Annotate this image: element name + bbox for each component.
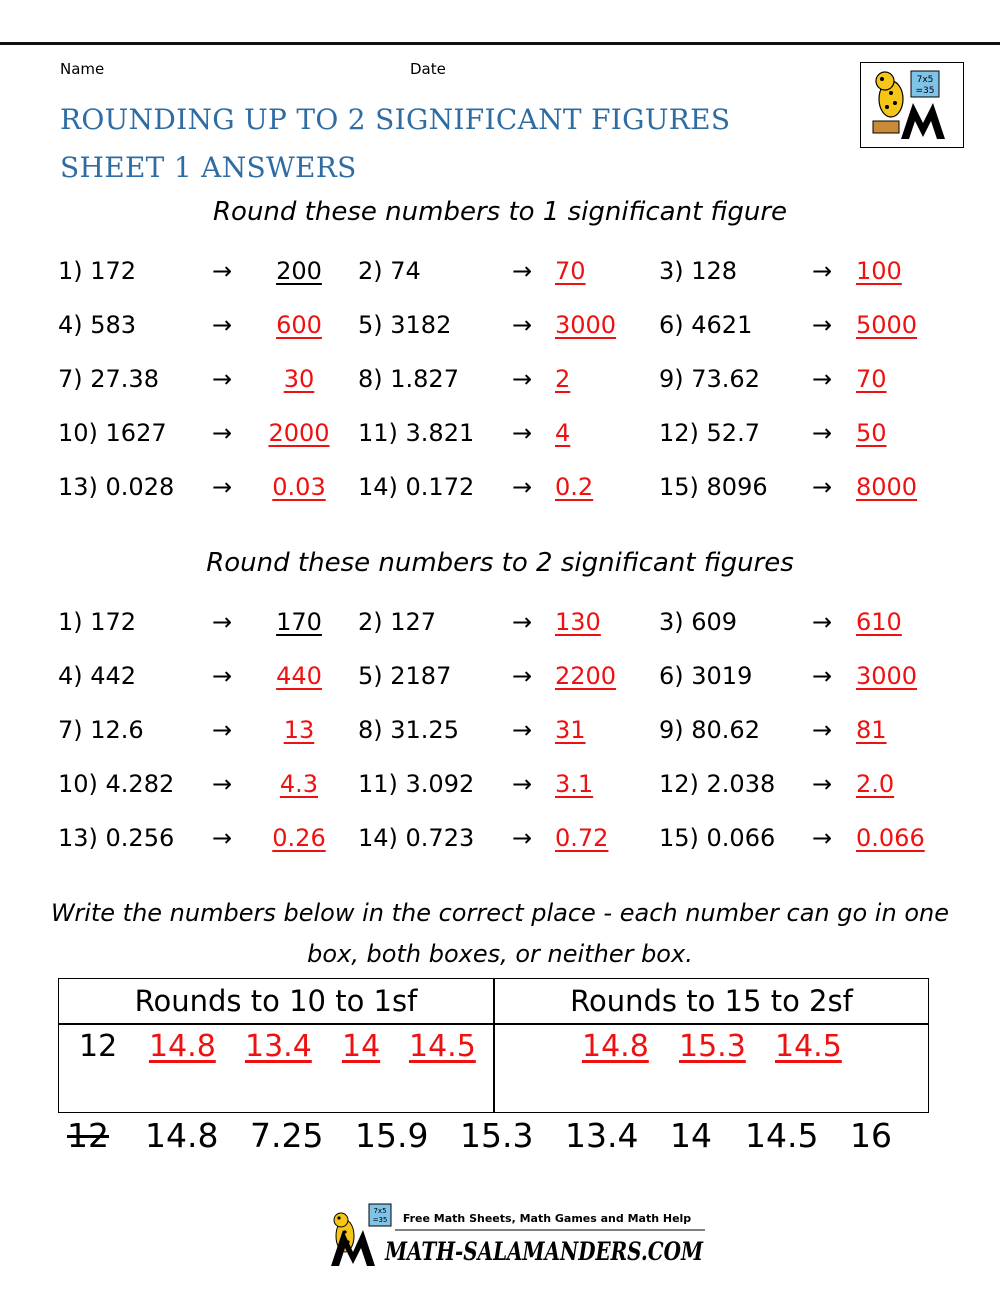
- footer-logo: [325, 1200, 715, 1270]
- answer-text: 8000: [856, 473, 918, 501]
- question-text: 12) 52.7: [659, 419, 760, 447]
- question-row: [0, 311, 1000, 351]
- right-arrow-icon: →: [212, 419, 233, 447]
- box-number: 14.8: [582, 1029, 649, 1064]
- pool-number: 16: [850, 1116, 892, 1155]
- question-row: [0, 716, 1000, 756]
- sorting-instruction-line2: box, both boxes, or neither box.: [307, 940, 693, 968]
- right-arrow-icon: →: [812, 419, 833, 447]
- answer-text: 170: [276, 608, 322, 636]
- question-text: 4) 442: [58, 662, 137, 690]
- footer-tagline: Free Math Sheets, Math Games and Math Help: [402, 1212, 692, 1225]
- box-left-title: Rounds to 10 to 1sf: [134, 984, 418, 1018]
- question-text: 7) 27.38: [58, 365, 159, 393]
- answer-text: 70: [856, 365, 887, 393]
- pool-number: 15.9: [355, 1116, 429, 1155]
- answer-text: 0.03: [272, 473, 326, 501]
- pool-number: 14: [670, 1116, 712, 1155]
- question-row: [0, 824, 1000, 864]
- box-number: 14.5: [409, 1029, 476, 1064]
- question-row: [0, 365, 1000, 405]
- right-arrow-icon: →: [812, 311, 833, 339]
- box-right-title: Rounds to 15 to 2sf: [570, 984, 853, 1018]
- question-row: [0, 257, 1000, 297]
- question-text: 2) 74: [358, 257, 421, 285]
- question-row: [0, 608, 1000, 648]
- instruction-1sf: Round these numbers to 1 significant figure: [212, 197, 788, 227]
- answer-text: 4.3: [279, 770, 319, 798]
- answer-text: 100: [856, 257, 902, 285]
- right-arrow-icon: →: [212, 770, 233, 798]
- question-text: 5) 2187: [358, 662, 452, 690]
- question-text: 8) 31.25: [358, 716, 459, 744]
- top-rule: [0, 42, 1000, 45]
- question-text: 15) 8096: [659, 473, 768, 501]
- question-text: 10) 4.282: [58, 770, 175, 798]
- sorting-instruction: [30, 893, 970, 975]
- footer-brand: MATH-SALAMANDERS.COM: [384, 1237, 705, 1266]
- pool-number: 15.3: [460, 1116, 534, 1155]
- right-arrow-icon: →: [212, 311, 233, 339]
- answer-text: 2: [555, 365, 571, 393]
- question-text: 3) 609: [659, 608, 738, 636]
- right-arrow-icon: →: [212, 257, 233, 285]
- pool-number: 13.4: [565, 1116, 639, 1155]
- question-row: [0, 770, 1000, 810]
- answer-text: 3000: [555, 311, 617, 339]
- question-text: 10) 1627: [58, 419, 167, 447]
- answer-text: 0.2: [555, 473, 594, 501]
- right-arrow-icon: →: [512, 662, 533, 690]
- right-arrow-icon: →: [812, 662, 833, 690]
- footer-logo-text-top: 7x5: [373, 1207, 387, 1215]
- question-text: 5) 3182: [358, 311, 452, 339]
- right-arrow-icon: →: [512, 419, 533, 447]
- answer-text: 2000: [268, 419, 330, 447]
- question-text: 6) 4621: [659, 311, 753, 339]
- box-number: 15.3: [679, 1029, 746, 1064]
- question-text: 13) 0.256: [58, 824, 175, 852]
- page-title: ROUNDING UP TO 2 SIGNIFICANT FIGURES: [60, 103, 731, 136]
- right-arrow-icon: →: [512, 824, 533, 852]
- answer-text: 3.1: [555, 770, 594, 798]
- question-text: 2) 127: [358, 608, 437, 636]
- right-arrow-icon: →: [212, 824, 233, 852]
- right-arrow-icon: →: [512, 608, 533, 636]
- question-text: 13) 0.028: [58, 473, 175, 501]
- name-label: Name: [60, 60, 105, 78]
- answer-text: 70: [555, 257, 586, 285]
- footer-logo-text-bottom: =35: [372, 1216, 388, 1224]
- right-arrow-icon: →: [212, 608, 233, 636]
- question-text: 7) 12.6: [58, 716, 144, 744]
- answer-text: 2200: [555, 662, 617, 690]
- box-number: 12: [79, 1029, 118, 1064]
- answer-text: 2.0: [856, 770, 895, 798]
- answer-text: 200: [276, 257, 322, 285]
- right-arrow-icon: →: [812, 257, 833, 285]
- question-row: [0, 662, 1000, 702]
- table-divider-vertical: [493, 979, 495, 1112]
- question-text: 11) 3.092: [358, 770, 475, 798]
- right-arrow-icon: →: [812, 770, 833, 798]
- right-arrow-icon: →: [212, 662, 233, 690]
- pool-number: 7.25: [250, 1116, 324, 1155]
- right-arrow-icon: →: [812, 716, 833, 744]
- pool-number: 14.5: [745, 1116, 819, 1155]
- question-text: 12) 2.038: [659, 770, 776, 798]
- question-text: 1) 172: [58, 608, 137, 636]
- answer-text: 13: [283, 716, 315, 744]
- answer-text: 30: [283, 365, 315, 393]
- sorting-instruction-line1: Write the numbers below in the correct place - each number can go in one: [51, 899, 949, 927]
- answer-text: 130: [555, 608, 601, 636]
- answer-text: 5000: [856, 311, 918, 339]
- answer-text: 600: [276, 311, 322, 339]
- right-arrow-icon: →: [512, 473, 533, 501]
- question-text: 14) 0.172: [358, 473, 475, 501]
- right-arrow-icon: →: [512, 365, 533, 393]
- right-arrow-icon: →: [512, 311, 533, 339]
- salamander-logo-icon: [861, 63, 963, 147]
- right-arrow-icon: →: [812, 365, 833, 393]
- question-text: 14) 0.723: [358, 824, 475, 852]
- right-arrow-icon: →: [812, 608, 833, 636]
- right-arrow-icon: →: [212, 716, 233, 744]
- question-text: 4) 583: [58, 311, 137, 339]
- box-number: 14.5: [775, 1029, 842, 1064]
- sorting-table: [58, 978, 929, 1113]
- question-text: 3) 128: [659, 257, 738, 285]
- box-number: 14.8: [149, 1029, 216, 1064]
- question-text: 11) 3.821: [358, 419, 475, 447]
- answer-text: 4: [555, 419, 571, 447]
- answer-text: 81: [856, 716, 887, 744]
- pool-number: 14.8: [145, 1116, 219, 1155]
- answer-text: 0.066: [856, 824, 925, 852]
- page-subtitle: SHEET 1 ANSWERS: [60, 151, 357, 184]
- question-text: 6) 3019: [659, 662, 753, 690]
- question-text: 9) 73.62: [659, 365, 760, 393]
- header-logo: [860, 62, 964, 148]
- answer-text: 50: [856, 419, 887, 447]
- question-text: 15) 0.066: [659, 824, 776, 852]
- right-arrow-icon: →: [512, 770, 533, 798]
- logo-text-bottom: =35: [915, 86, 935, 96]
- right-arrow-icon: →: [212, 473, 233, 501]
- box-number: 14: [342, 1029, 381, 1064]
- right-arrow-icon: →: [812, 824, 833, 852]
- answer-text: 3000: [856, 662, 918, 690]
- right-arrow-icon: →: [212, 365, 233, 393]
- date-label: Date: [410, 60, 446, 78]
- question-text: 1) 172: [58, 257, 137, 285]
- answer-text: 440: [276, 662, 322, 690]
- answer-text: 0.26: [272, 824, 326, 852]
- question-text: 9) 80.62: [659, 716, 760, 744]
- table-divider-horizontal: [59, 1023, 928, 1025]
- pool-number: 12: [67, 1116, 109, 1155]
- logo-text-top: 7x5: [916, 75, 934, 85]
- answer-text: 610: [856, 608, 902, 636]
- question-row: [0, 419, 1000, 459]
- question-text: 8) 1.827: [358, 365, 459, 393]
- right-arrow-icon: →: [512, 257, 533, 285]
- question-row: [0, 473, 1000, 513]
- box-number: 13.4: [245, 1029, 312, 1064]
- answer-text: 31: [555, 716, 586, 744]
- right-arrow-icon: →: [512, 716, 533, 744]
- answer-text: 0.72: [555, 824, 609, 852]
- right-arrow-icon: →: [812, 473, 833, 501]
- instruction-2sf: Round these numbers to 2 significant figures: [206, 548, 794, 578]
- math-salamanders-logo-icon: [325, 1200, 715, 1270]
